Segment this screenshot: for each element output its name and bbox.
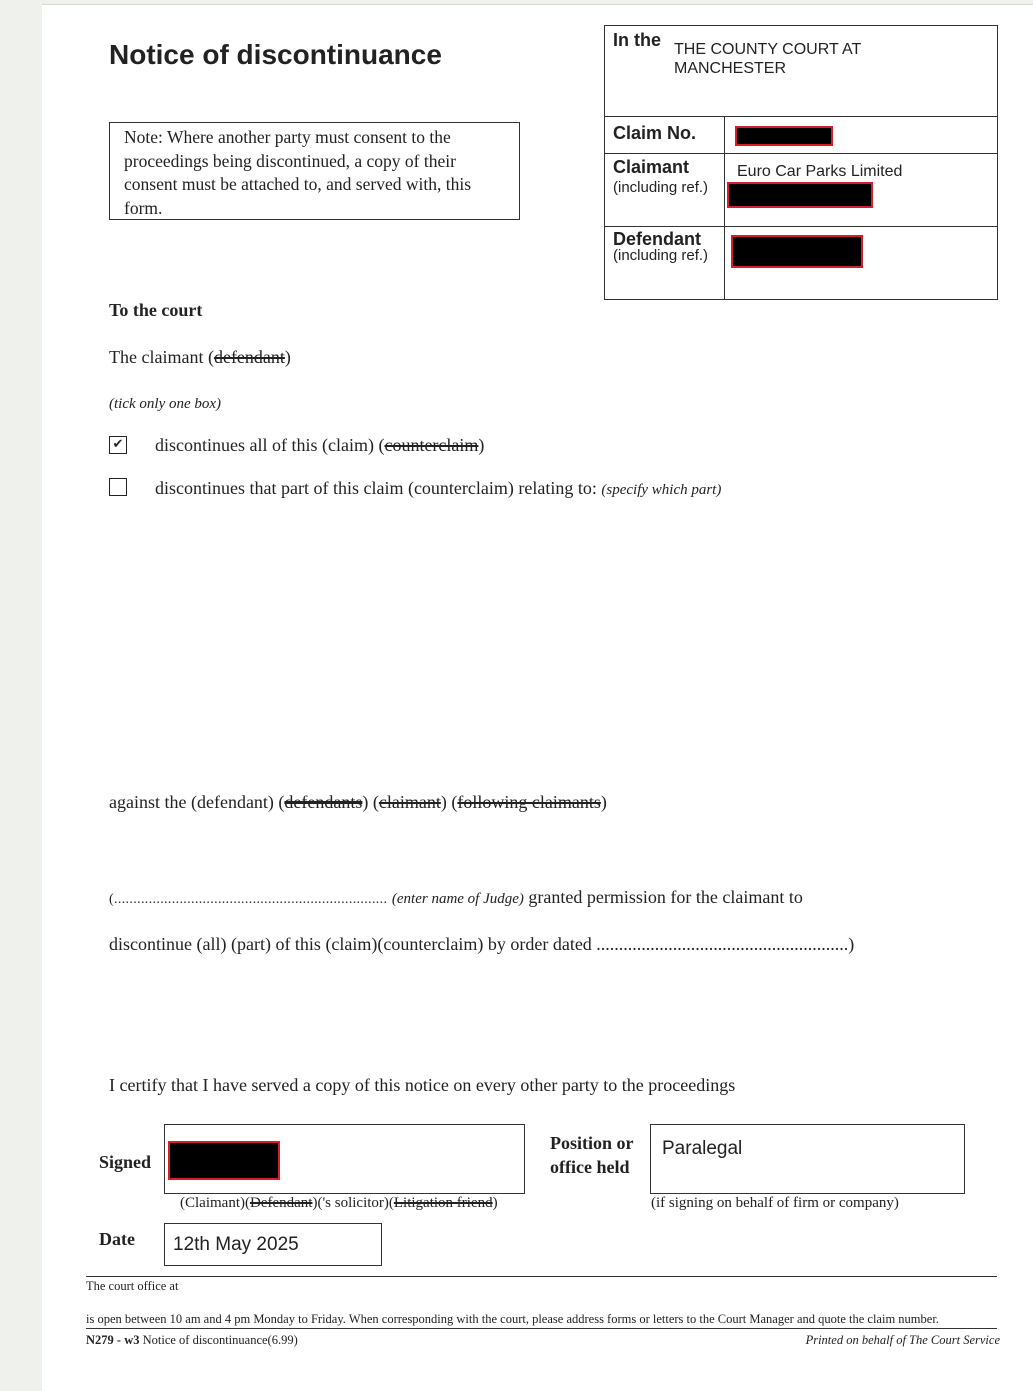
option-part-label: discontinues that part of this claim (counterclaim) relating to:: [155, 478, 597, 498]
claimant-sub: (including ref.): [613, 179, 709, 196]
struck-defendant: defendant: [213, 347, 285, 367]
claimant-label: Claimant: [613, 157, 690, 177]
struck-litigation-friend: Litigation friend: [393, 1195, 493, 1211]
signed-caption-suffix: ): [492, 1195, 498, 1211]
divider: [605, 153, 997, 154]
position-value: Paralegal: [662, 1138, 743, 1159]
printed-on-behalf: Printed on behalf of The Court Service: [805, 1333, 1000, 1347]
against-line: [109, 792, 607, 813]
note-text: Note: Where another party must consent to the proceedings being discontinued, a copy of their consent must be attached to, and served with, this form.: [124, 127, 472, 218]
claim-no-label: Claim No.: [613, 123, 697, 143]
struck-counterclaim: counterclaim: [384, 435, 479, 455]
against-mid2: ) (: [440, 792, 458, 812]
date-field[interactable]: [164, 1223, 382, 1266]
signed-caption-mid: )('s solicitor)(: [312, 1195, 394, 1211]
footer-rule: [86, 1276, 997, 1277]
against-mid: ) (: [362, 792, 379, 812]
signature-redaction: [168, 1141, 280, 1180]
form-code: N279 - w3: [86, 1333, 140, 1347]
signed-caption-prefix: (Claimant)(: [180, 1195, 250, 1211]
checkbox-discontinue-part[interactable]: [109, 478, 127, 496]
defendant-sub: (including ref.): [613, 247, 709, 264]
struck-defendant-caption: Defendant: [249, 1195, 313, 1211]
tick-instruction: (tick only one box): [109, 396, 222, 412]
claimant-ref-redaction: [727, 182, 873, 208]
date-label: Date: [99, 1229, 135, 1249]
footer-rule: [86, 1328, 997, 1329]
checkmark-icon: ✔: [112, 437, 124, 452]
claim-no-redaction: [735, 126, 833, 146]
position-label-line1: Position or: [550, 1133, 634, 1153]
defendant-label: Defendant: [613, 229, 702, 249]
position-caption: (if signing on behalf of firm or company): [651, 1195, 899, 1211]
claimant-value: Euro Car Parks Limited: [737, 163, 903, 180]
against-prefix: against the (defendant) (: [109, 792, 285, 812]
to-court-heading: To the court: [109, 300, 203, 320]
position-label-line2: office held: [550, 1157, 630, 1177]
office-hours: is open between 10 am and 4 pm Monday to Friday. When corresponding with the court, please address forms or letters to the Court Manager and quote the claim number.: [86, 1312, 939, 1326]
position-label: [550, 1131, 634, 1179]
struck-following-claimants: following claimants: [457, 792, 601, 812]
signed-caption: [180, 1195, 498, 1212]
judge-prefix: (.......................................................................: [109, 892, 388, 907]
position-field[interactable]: [650, 1124, 965, 1194]
against-suffix: ): [600, 792, 607, 812]
option-all-suffix: ): [478, 435, 485, 455]
judge-suffix: granted permission for the claimant to: [528, 887, 803, 907]
claimant-suffix: ): [284, 347, 291, 367]
struck-claimant: claimant: [378, 792, 441, 812]
signature-field[interactable]: [164, 1124, 525, 1194]
checkbox-discontinue-all[interactable]: [109, 436, 127, 454]
form-reference: [86, 1333, 298, 1348]
option-part-hint: (specify which part): [601, 482, 722, 498]
option-all-text: [155, 435, 484, 456]
claimant-prefix: The claimant (: [109, 347, 214, 367]
divider: [605, 226, 997, 227]
defendant-redaction: [731, 235, 863, 268]
judge-hint: (enter name of Judge): [391, 891, 524, 907]
certify-text: I certify that I have served a copy of this notice on every other party to the proceedings: [109, 1075, 736, 1095]
struck-defendants: defendants: [284, 792, 363, 812]
divider: [724, 116, 725, 300]
note-box: [109, 122, 520, 220]
form-page: [42, 4, 1033, 1391]
in-the-label: In the: [613, 30, 661, 50]
signed-label: Signed: [99, 1152, 152, 1172]
option-all-prefix: discontinues all of this (claim) (: [155, 435, 385, 455]
judge-line: [109, 887, 803, 908]
court-name: THE COUNTY COURT AT MANCHESTER: [674, 41, 861, 77]
form-title: Notice of discontinuance: [109, 39, 442, 70]
court-office-at: The court office at: [86, 1279, 179, 1293]
divider: [605, 116, 997, 117]
option-part-text: [155, 478, 721, 499]
court-box: [604, 25, 998, 300]
claimant-line: [109, 347, 291, 368]
form-name: Notice of discontinuance(6.99): [142, 1333, 298, 1347]
date-value: 12th May 2025: [173, 1234, 299, 1255]
discontinue-line: discontinue (all) (part) of this (claim)(counterclaim) by order dated ........................................................): [109, 934, 855, 954]
